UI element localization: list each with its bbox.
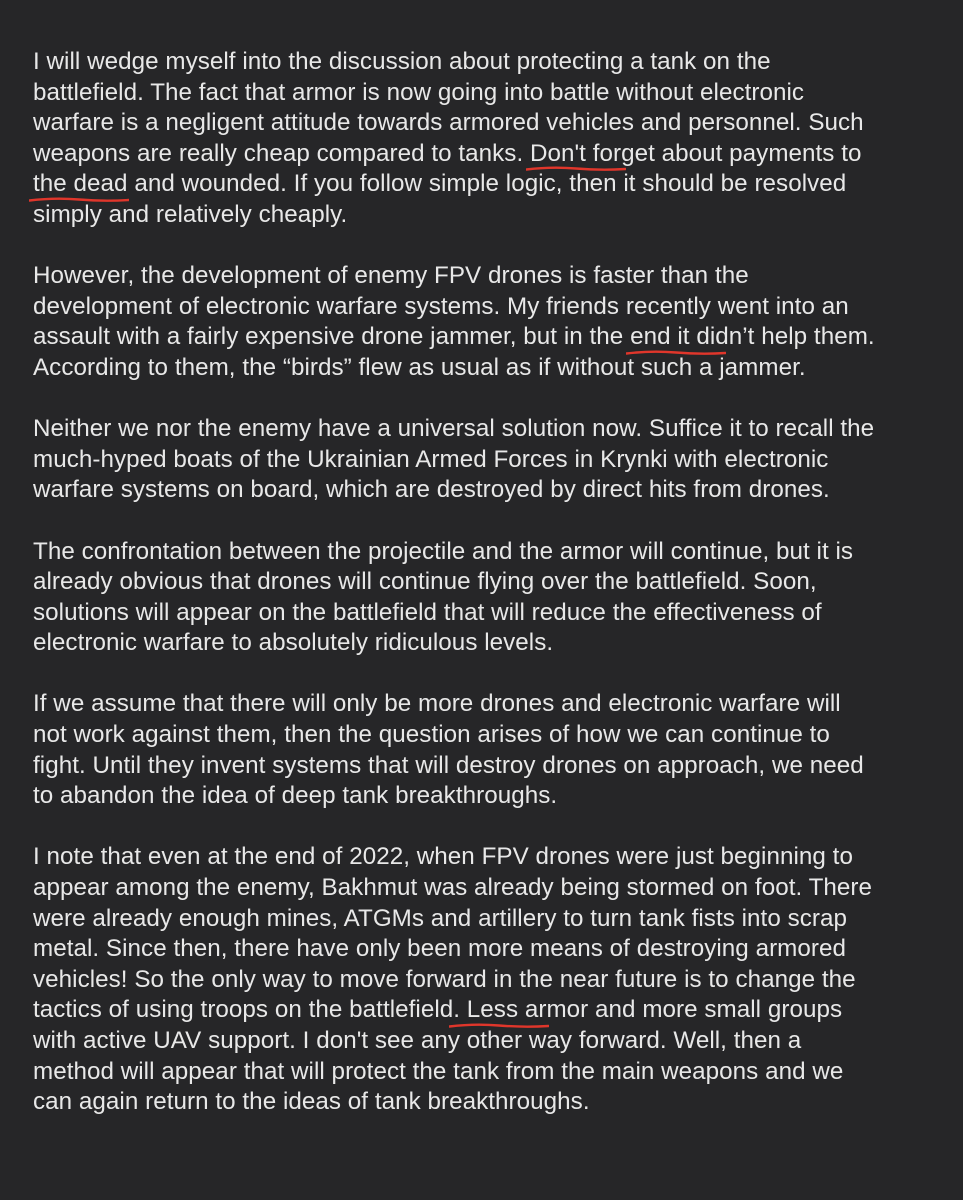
text-segment: tactics of using troops on the battlefield bbox=[33, 996, 454, 1024]
text-line: However, the development of enemy FPV drones is faster than the bbox=[33, 262, 749, 290]
text-line: much-hyped boats of the Ukrainian Armed Forces in Krynki with electronic bbox=[33, 445, 829, 473]
document-body bbox=[33, 47, 948, 1118]
text-line: electronic warfare to absolutely ridiculous levels. bbox=[33, 629, 554, 657]
red-underline-highlight bbox=[630, 322, 868, 353]
text-line: to abandon the idea of deep tank breakthroughs. bbox=[33, 782, 558, 810]
highlighted-text: Don't forget about payments to bbox=[529, 139, 862, 167]
text-line bbox=[33, 995, 948, 1026]
text-line: warfare systems on board, which are destroyed by direct hits from drones. bbox=[33, 476, 830, 504]
highlighted-text: . Less armor and more small groups bbox=[453, 996, 843, 1024]
red-underline-highlight bbox=[33, 169, 287, 200]
paragraph bbox=[33, 47, 948, 231]
text-line: solutions will appear on the battlefield that will reduce the effectiveness of bbox=[33, 598, 822, 626]
text-line: appear among the enemy, Bakhmut was already being stormed on foot. There bbox=[33, 874, 872, 902]
text-line: warfare is a negligent attitude towards armored vehicles and personnel. Such bbox=[33, 109, 864, 137]
text-line: According to them, the “birds” flew as usual as if without such a jammer. bbox=[33, 353, 806, 381]
text-line bbox=[33, 139, 948, 170]
paragraph bbox=[33, 537, 948, 659]
text-line: fight. Until they invent systems that will destroy drones on approach, we need bbox=[33, 751, 864, 779]
text-line: I note that even at the end of 2022, when FPV drones were just beginning to bbox=[33, 843, 853, 871]
text-line: I will wedge myself into the discussion about protecting a tank on the bbox=[33, 48, 771, 75]
text-line: If we assume that there will only be more drones and electronic warfare will bbox=[33, 690, 841, 718]
text-line: were already enough mines, ATGMs and artillery to turn tank fists into scrap bbox=[33, 904, 847, 932]
text-line bbox=[33, 169, 948, 200]
text-line: already obvious that drones will continue flying over the battlefield. Soon, bbox=[33, 568, 817, 596]
text-line bbox=[33, 322, 948, 353]
text-line: can again return to the ideas of tank breakthroughs. bbox=[33, 1088, 590, 1116]
text-line: method will appear that will protect the tank from the main weapons and we bbox=[33, 1057, 844, 1085]
text-line: simply and relatively cheaply. bbox=[33, 200, 348, 228]
text-line: vehicles! So the only way to move forward in the near future is to change the bbox=[33, 965, 856, 993]
paragraph bbox=[33, 261, 948, 383]
highlighted-text: end it didn’t help them bbox=[630, 323, 868, 351]
highlighted-text: the dead and wounded. bbox=[33, 170, 287, 198]
text-line: Neither we nor the enemy have a universal solution now. Suffice it to recall the bbox=[33, 415, 875, 443]
text-line: battlefield. The fact that armor is now going into battle without electronic bbox=[33, 78, 805, 106]
text-line: metal. Since then, there have only been more means of destroying armored bbox=[33, 935, 846, 963]
text-line: development of electronic warfare systems. My friends recently went into an bbox=[33, 292, 849, 320]
paragraph bbox=[33, 414, 948, 506]
text-segment: assault with a fairly expensive drone jammer, but in the bbox=[33, 323, 631, 351]
paragraph bbox=[33, 842, 948, 1117]
text-segment: . bbox=[867, 323, 875, 351]
text-segment: weapons are really cheap compared to tanks. bbox=[33, 139, 530, 167]
text-line: The confrontation between the projectile and the armor will continue, but it is bbox=[33, 537, 854, 565]
red-underline-highlight bbox=[453, 995, 842, 1026]
paragraph bbox=[33, 689, 948, 811]
red-underline-highlight bbox=[530, 139, 862, 170]
text-line: not work against them, then the question arises of how we can continue to bbox=[33, 721, 830, 749]
text-line: with active UAV support. I don't see any other way forward. Well, then a bbox=[33, 1027, 802, 1054]
text-segment: If you follow simple logic, then it should be resolved bbox=[286, 170, 847, 198]
